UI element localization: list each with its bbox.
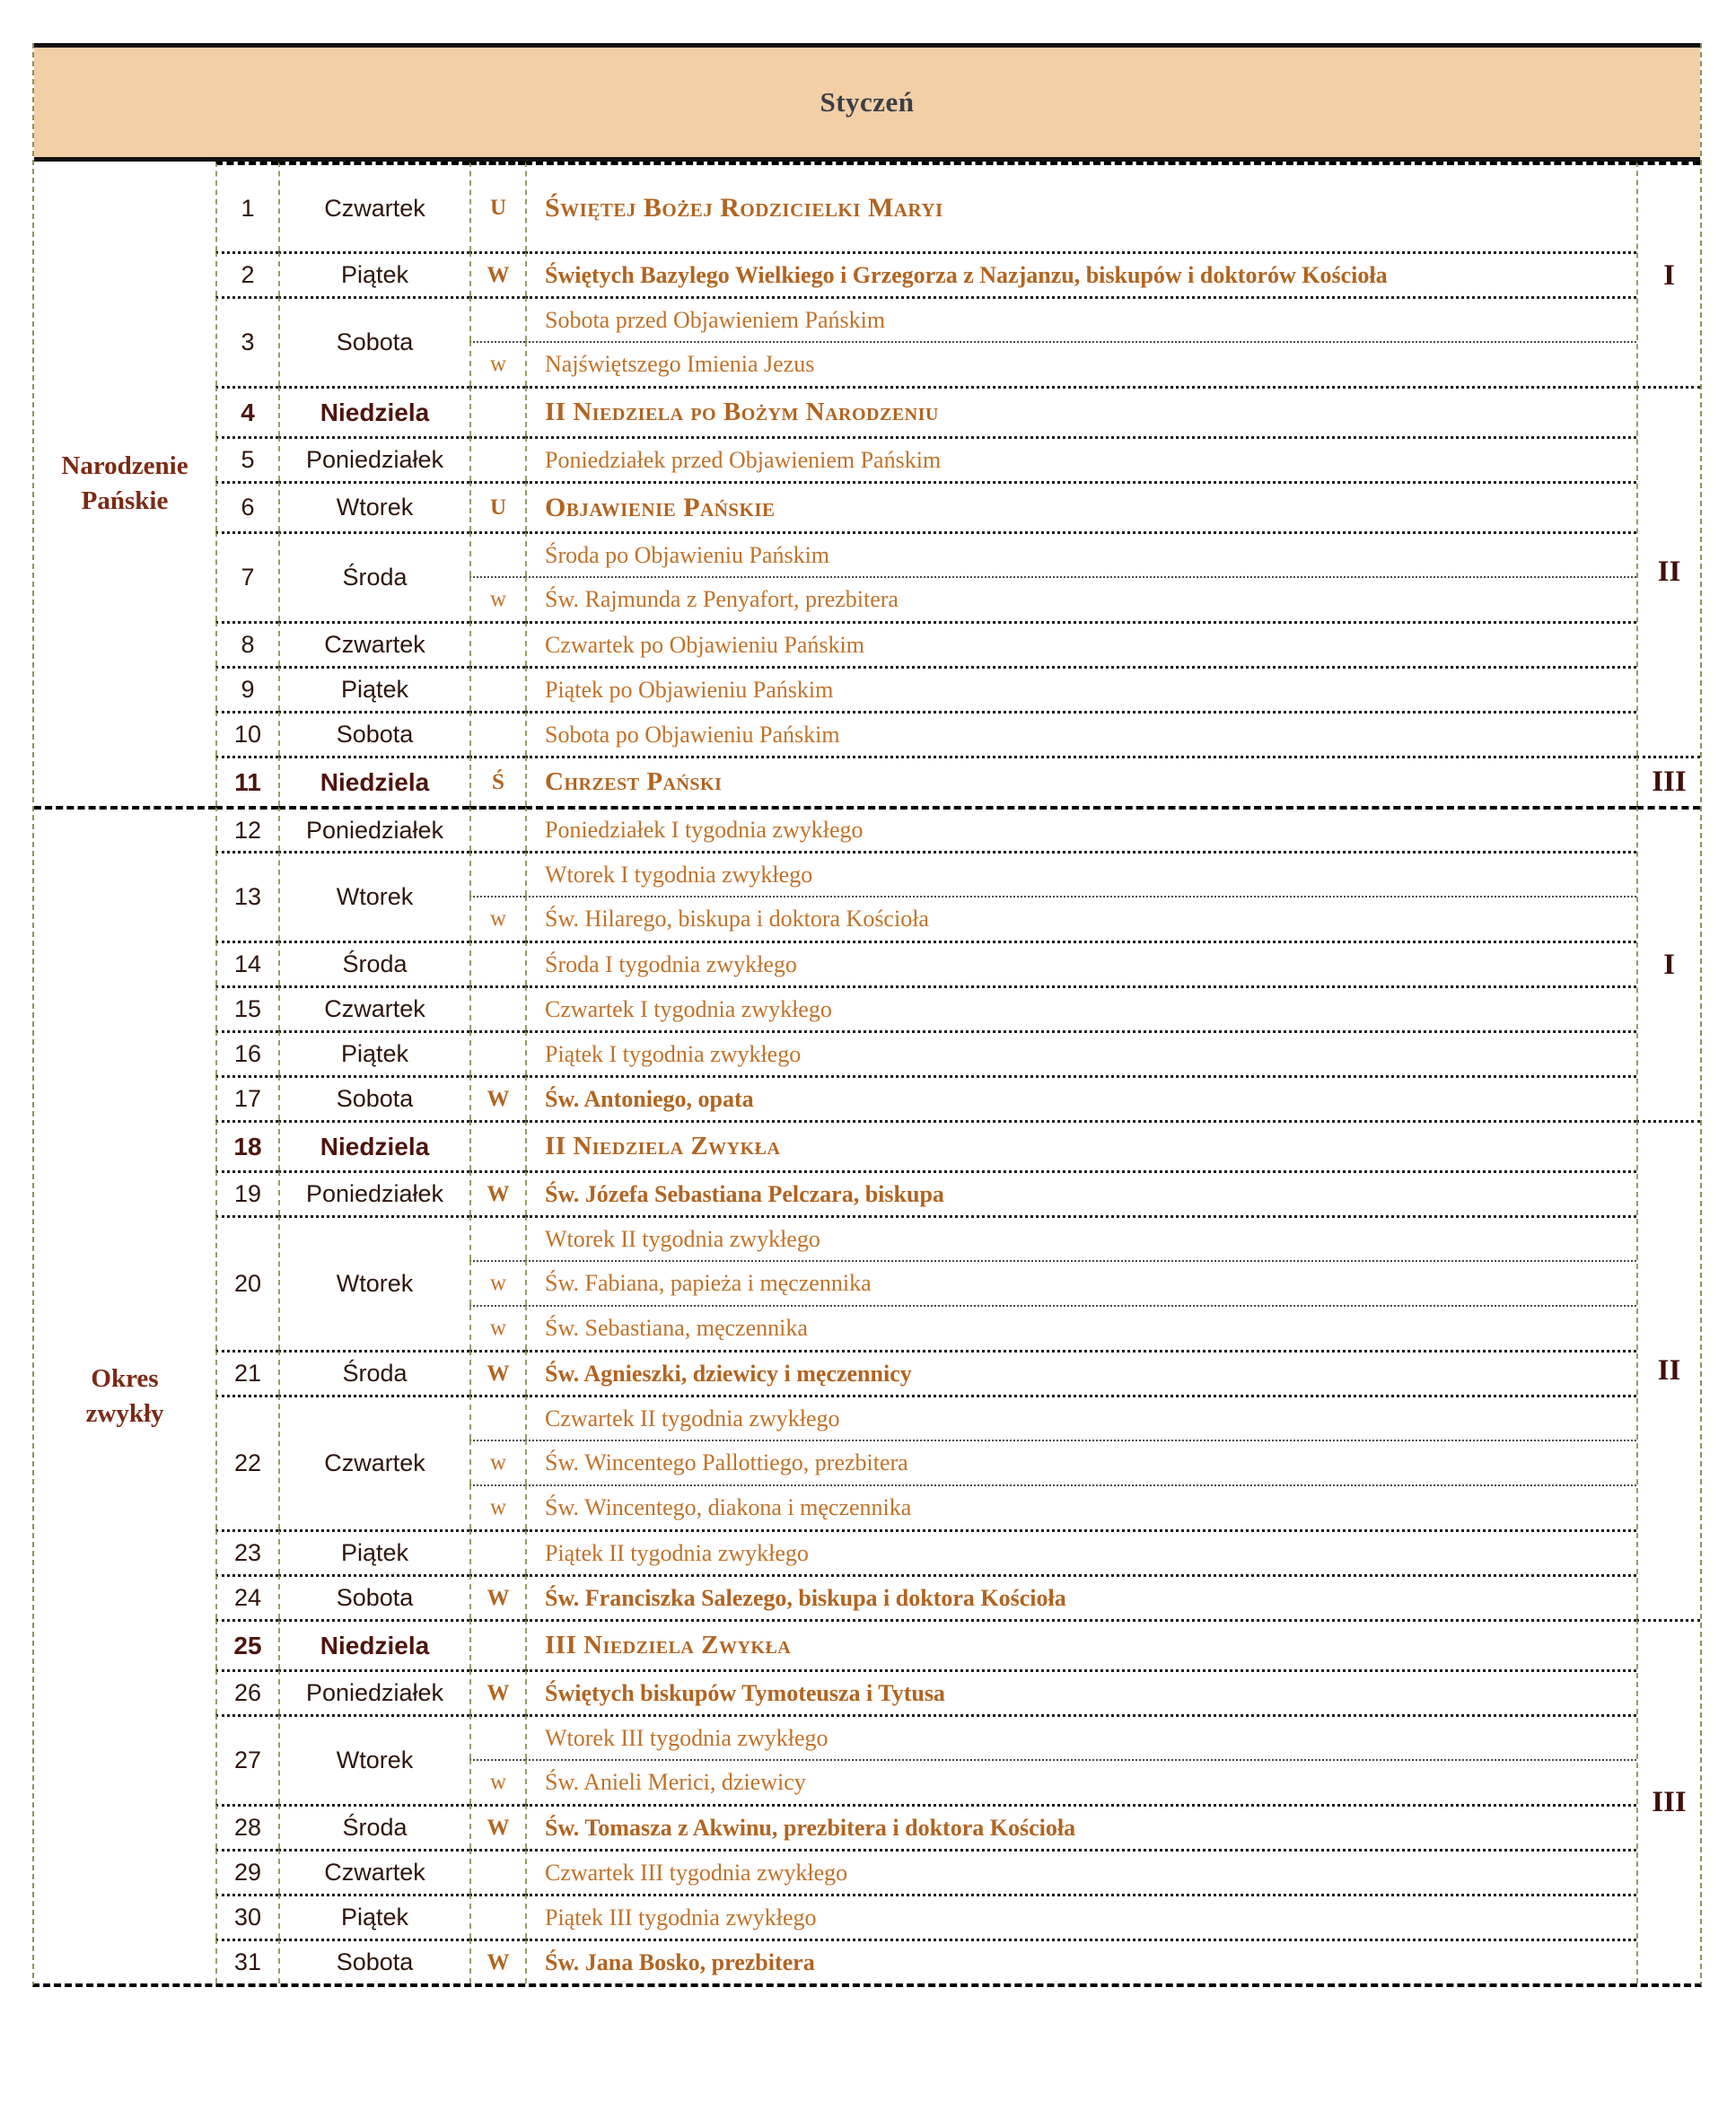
- weekday: Poniedziałek: [278, 1669, 469, 1714]
- calendar-grid: [34, 162, 1700, 1983]
- rank-letter: [469, 296, 525, 341]
- weekday: Niedziela: [278, 1120, 469, 1170]
- celebration: Św. Anieli Merici, dziewicy: [525, 1759, 1636, 1804]
- rank-letter: [469, 1849, 525, 1894]
- rank-letter: w: [469, 1759, 525, 1804]
- rank-letter: U: [469, 481, 525, 531]
- rank-letter: W: [469, 1170, 525, 1215]
- day-number: 7: [215, 531, 278, 621]
- celebration: Wtorek II tygodnia zwykłego: [525, 1215, 1636, 1260]
- celebration: Św. Wincentego, diakona i męczennika: [525, 1484, 1636, 1529]
- celebration: III Niedziela Zwykła: [525, 1619, 1636, 1669]
- celebration: Św. Agnieszki, dziewicy i męczennicy: [525, 1350, 1636, 1395]
- rank-letter: [469, 1529, 525, 1574]
- celebration: Św. Rajmunda z Penyafort, prezbitera: [525, 576, 1636, 621]
- rank-letter: [469, 386, 525, 436]
- week-numeral: II: [1636, 1120, 1700, 1619]
- rank-letter: Ś: [469, 756, 525, 806]
- celebration: Świętej Bożej Rodzicielki Maryi: [525, 162, 1636, 251]
- day-number: 12: [215, 806, 278, 851]
- celebration: Poniedziałek przed Objawieniem Pańskim: [525, 436, 1636, 481]
- day-number: 4: [215, 386, 278, 436]
- day-number: 14: [215, 941, 278, 985]
- celebration: Św. Józefa Sebastiana Pelczara, biskupa: [525, 1170, 1636, 1215]
- week-numeral: II: [1636, 386, 1700, 756]
- rank-letter: [469, 531, 525, 576]
- celebration: Czwartek I tygodnia zwykłego: [525, 985, 1636, 1030]
- rank-letter: W: [469, 1804, 525, 1849]
- rank-letter: w: [469, 1484, 525, 1529]
- weekday: Czwartek: [278, 1395, 469, 1529]
- day-number: 8: [215, 621, 278, 666]
- weekday: Piątek: [278, 251, 469, 296]
- celebration: Czwartek II tygodnia zwykłego: [525, 1395, 1636, 1440]
- weekday: Środa: [278, 1350, 469, 1395]
- rank-letter: [469, 1030, 525, 1075]
- day-number: 17: [215, 1075, 278, 1120]
- day-number: 20: [215, 1215, 278, 1350]
- celebration: Środa po Objawieniu Pańskim: [525, 531, 1636, 576]
- day-number: 9: [215, 666, 278, 711]
- weekday: Sobota: [278, 1075, 469, 1120]
- weekday: Wtorek: [278, 1215, 469, 1350]
- celebration: Objawienie Pańskie: [525, 481, 1636, 531]
- day-number: 1: [215, 162, 278, 251]
- rank-letter: [469, 711, 525, 756]
- rank-letter: [469, 851, 525, 896]
- weekday: Wtorek: [278, 1714, 469, 1804]
- weekday: Czwartek: [278, 162, 469, 251]
- celebration: Świętych Bazylego Wielkiego i Grzegorza z Nazjanzu, biskupów i doktorów Kościoła: [525, 251, 1636, 296]
- rank-letter: W: [469, 1350, 525, 1395]
- celebration: Piątek I tygodnia zwykłego: [525, 1030, 1636, 1075]
- weekday: Sobota: [278, 711, 469, 756]
- day-number: 13: [215, 851, 278, 941]
- rank-letter: W: [469, 1075, 525, 1120]
- month-header: [34, 43, 1700, 162]
- rank-letter: w: [469, 1305, 525, 1350]
- rank-letter: w: [469, 896, 525, 941]
- week-numeral: III: [1636, 756, 1700, 806]
- day-number: 23: [215, 1529, 278, 1574]
- week-numeral: I: [1636, 806, 1700, 1120]
- rank-letter: [469, 1395, 525, 1440]
- day-number: 11: [215, 756, 278, 806]
- rank-letter: w: [469, 1260, 525, 1305]
- rank-letter: [469, 806, 525, 851]
- celebration: Św. Wincentego Pallottiego, prezbitera: [525, 1440, 1636, 1484]
- day-number: 22: [215, 1395, 278, 1529]
- weekday: Wtorek: [278, 481, 469, 531]
- rank-letter: W: [469, 1574, 525, 1619]
- day-number: 18: [215, 1120, 278, 1170]
- celebration: Św. Tomasza z Akwinu, prezbitera i doktora Kościoła: [525, 1804, 1636, 1849]
- rank-letter: [469, 941, 525, 985]
- rank-letter: W: [469, 1939, 525, 1983]
- celebration: Piątek II tygodnia zwykłego: [525, 1529, 1636, 1574]
- day-number: 3: [215, 296, 278, 386]
- day-number: 16: [215, 1030, 278, 1075]
- celebration: Chrzest Pański: [525, 756, 1636, 806]
- celebration: Św. Sebastiana, męczennika: [525, 1305, 1636, 1350]
- rank-letter: [469, 985, 525, 1030]
- weekday: Piątek: [278, 1529, 469, 1574]
- day-number: 2: [215, 251, 278, 296]
- weekday: Niedziela: [278, 1619, 469, 1669]
- celebration: Czwartek po Objawieniu Pańskim: [525, 621, 1636, 666]
- rank-letter: [469, 1120, 525, 1170]
- celebration: II Niedziela po Bożym Narodzeniu: [525, 386, 1636, 436]
- celebration: Sobota przed Objawieniem Pańskim: [525, 296, 1636, 341]
- day-number: 21: [215, 1350, 278, 1395]
- celebration: Św. Hilarego, biskupa i doktora Kościoła: [525, 896, 1636, 941]
- celebration: Świętych biskupów Tymoteusza i Tytusa: [525, 1669, 1636, 1714]
- rank-letter: [469, 1215, 525, 1260]
- day-number: 28: [215, 1804, 278, 1849]
- celebration: II Niedziela Zwykła: [525, 1120, 1636, 1170]
- rank-letter: W: [469, 251, 525, 296]
- weekday: Niedziela: [278, 386, 469, 436]
- rank-letter: [469, 1619, 525, 1669]
- celebration: Piątek III tygodnia zwykłego: [525, 1894, 1636, 1939]
- celebration: Czwartek III tygodnia zwykłego: [525, 1849, 1636, 1894]
- weekday: Poniedziałek: [278, 1170, 469, 1215]
- weekday: Środa: [278, 1804, 469, 1849]
- rank-letter: [469, 1894, 525, 1939]
- liturgical-calendar-table: [32, 43, 1702, 1987]
- period-label: Narodzenie Pańskie: [61, 451, 189, 515]
- weekday: Czwartek: [278, 621, 469, 666]
- rank-letter: w: [469, 341, 525, 386]
- rank-letter: [469, 436, 525, 481]
- week-numeral: III: [1636, 1619, 1700, 1983]
- rank-letter: U: [469, 162, 525, 251]
- weekday: Poniedziałek: [278, 806, 469, 851]
- celebration: Św. Franciszka Salezego, biskupa i doktora Kościoła: [525, 1574, 1636, 1619]
- weekday: Środa: [278, 531, 469, 621]
- celebration: Środa I tygodnia zwykłego: [525, 941, 1636, 985]
- day-number: 27: [215, 1714, 278, 1804]
- day-number: 26: [215, 1669, 278, 1714]
- weekday: Sobota: [278, 296, 469, 386]
- rank-letter: w: [469, 576, 525, 621]
- period-label: Okres zwykły: [34, 806, 215, 1983]
- day-number: 31: [215, 1939, 278, 1983]
- weekday: Czwartek: [278, 1849, 469, 1894]
- celebration: Wtorek III tygodnia zwykłego: [525, 1714, 1636, 1759]
- month-title: Styczeń: [820, 86, 915, 118]
- weekday: Środa: [278, 941, 469, 985]
- day-number: 5: [215, 436, 278, 481]
- rank-letter: [469, 666, 525, 711]
- celebration: Poniedziałek I tygodnia zwykłego: [525, 806, 1636, 851]
- day-number: 30: [215, 1894, 278, 1939]
- day-number: 19: [215, 1170, 278, 1215]
- weekday: Piątek: [278, 666, 469, 711]
- rank-letter: w: [469, 1440, 525, 1484]
- celebration: Św. Jana Bosko, prezbitera: [525, 1939, 1636, 1983]
- celebration: Św. Fabiana, papieża i męczennika: [525, 1260, 1636, 1305]
- day-number: 24: [215, 1574, 278, 1619]
- weekday: Niedziela: [278, 756, 469, 806]
- day-number: 10: [215, 711, 278, 756]
- rank-letter: [469, 621, 525, 666]
- celebration: Wtorek I tygodnia zwykłego: [525, 851, 1636, 896]
- day-number: 29: [215, 1849, 278, 1894]
- celebration: Piątek po Objawieniu Pańskim: [525, 666, 1636, 711]
- celebration: Najświętszego Imienia Jezus: [525, 341, 1636, 386]
- rank-letter: [469, 1714, 525, 1759]
- weekday: Poniedziałek: [278, 436, 469, 481]
- weekday: Piątek: [278, 1030, 469, 1075]
- week-numeral: I: [1636, 162, 1700, 386]
- celebration: Św. Antoniego, opata: [525, 1075, 1636, 1120]
- weekday: Wtorek: [278, 851, 469, 941]
- weekday: Sobota: [278, 1574, 469, 1619]
- rank-letter: W: [469, 1669, 525, 1714]
- weekday: Czwartek: [278, 985, 469, 1030]
- celebration: Sobota po Objawieniu Pańskim: [525, 711, 1636, 756]
- day-number: 25: [215, 1619, 278, 1669]
- day-number: 6: [215, 481, 278, 531]
- day-number: 15: [215, 985, 278, 1030]
- weekday: Piątek: [278, 1894, 469, 1939]
- weekday: Sobota: [278, 1939, 469, 1983]
